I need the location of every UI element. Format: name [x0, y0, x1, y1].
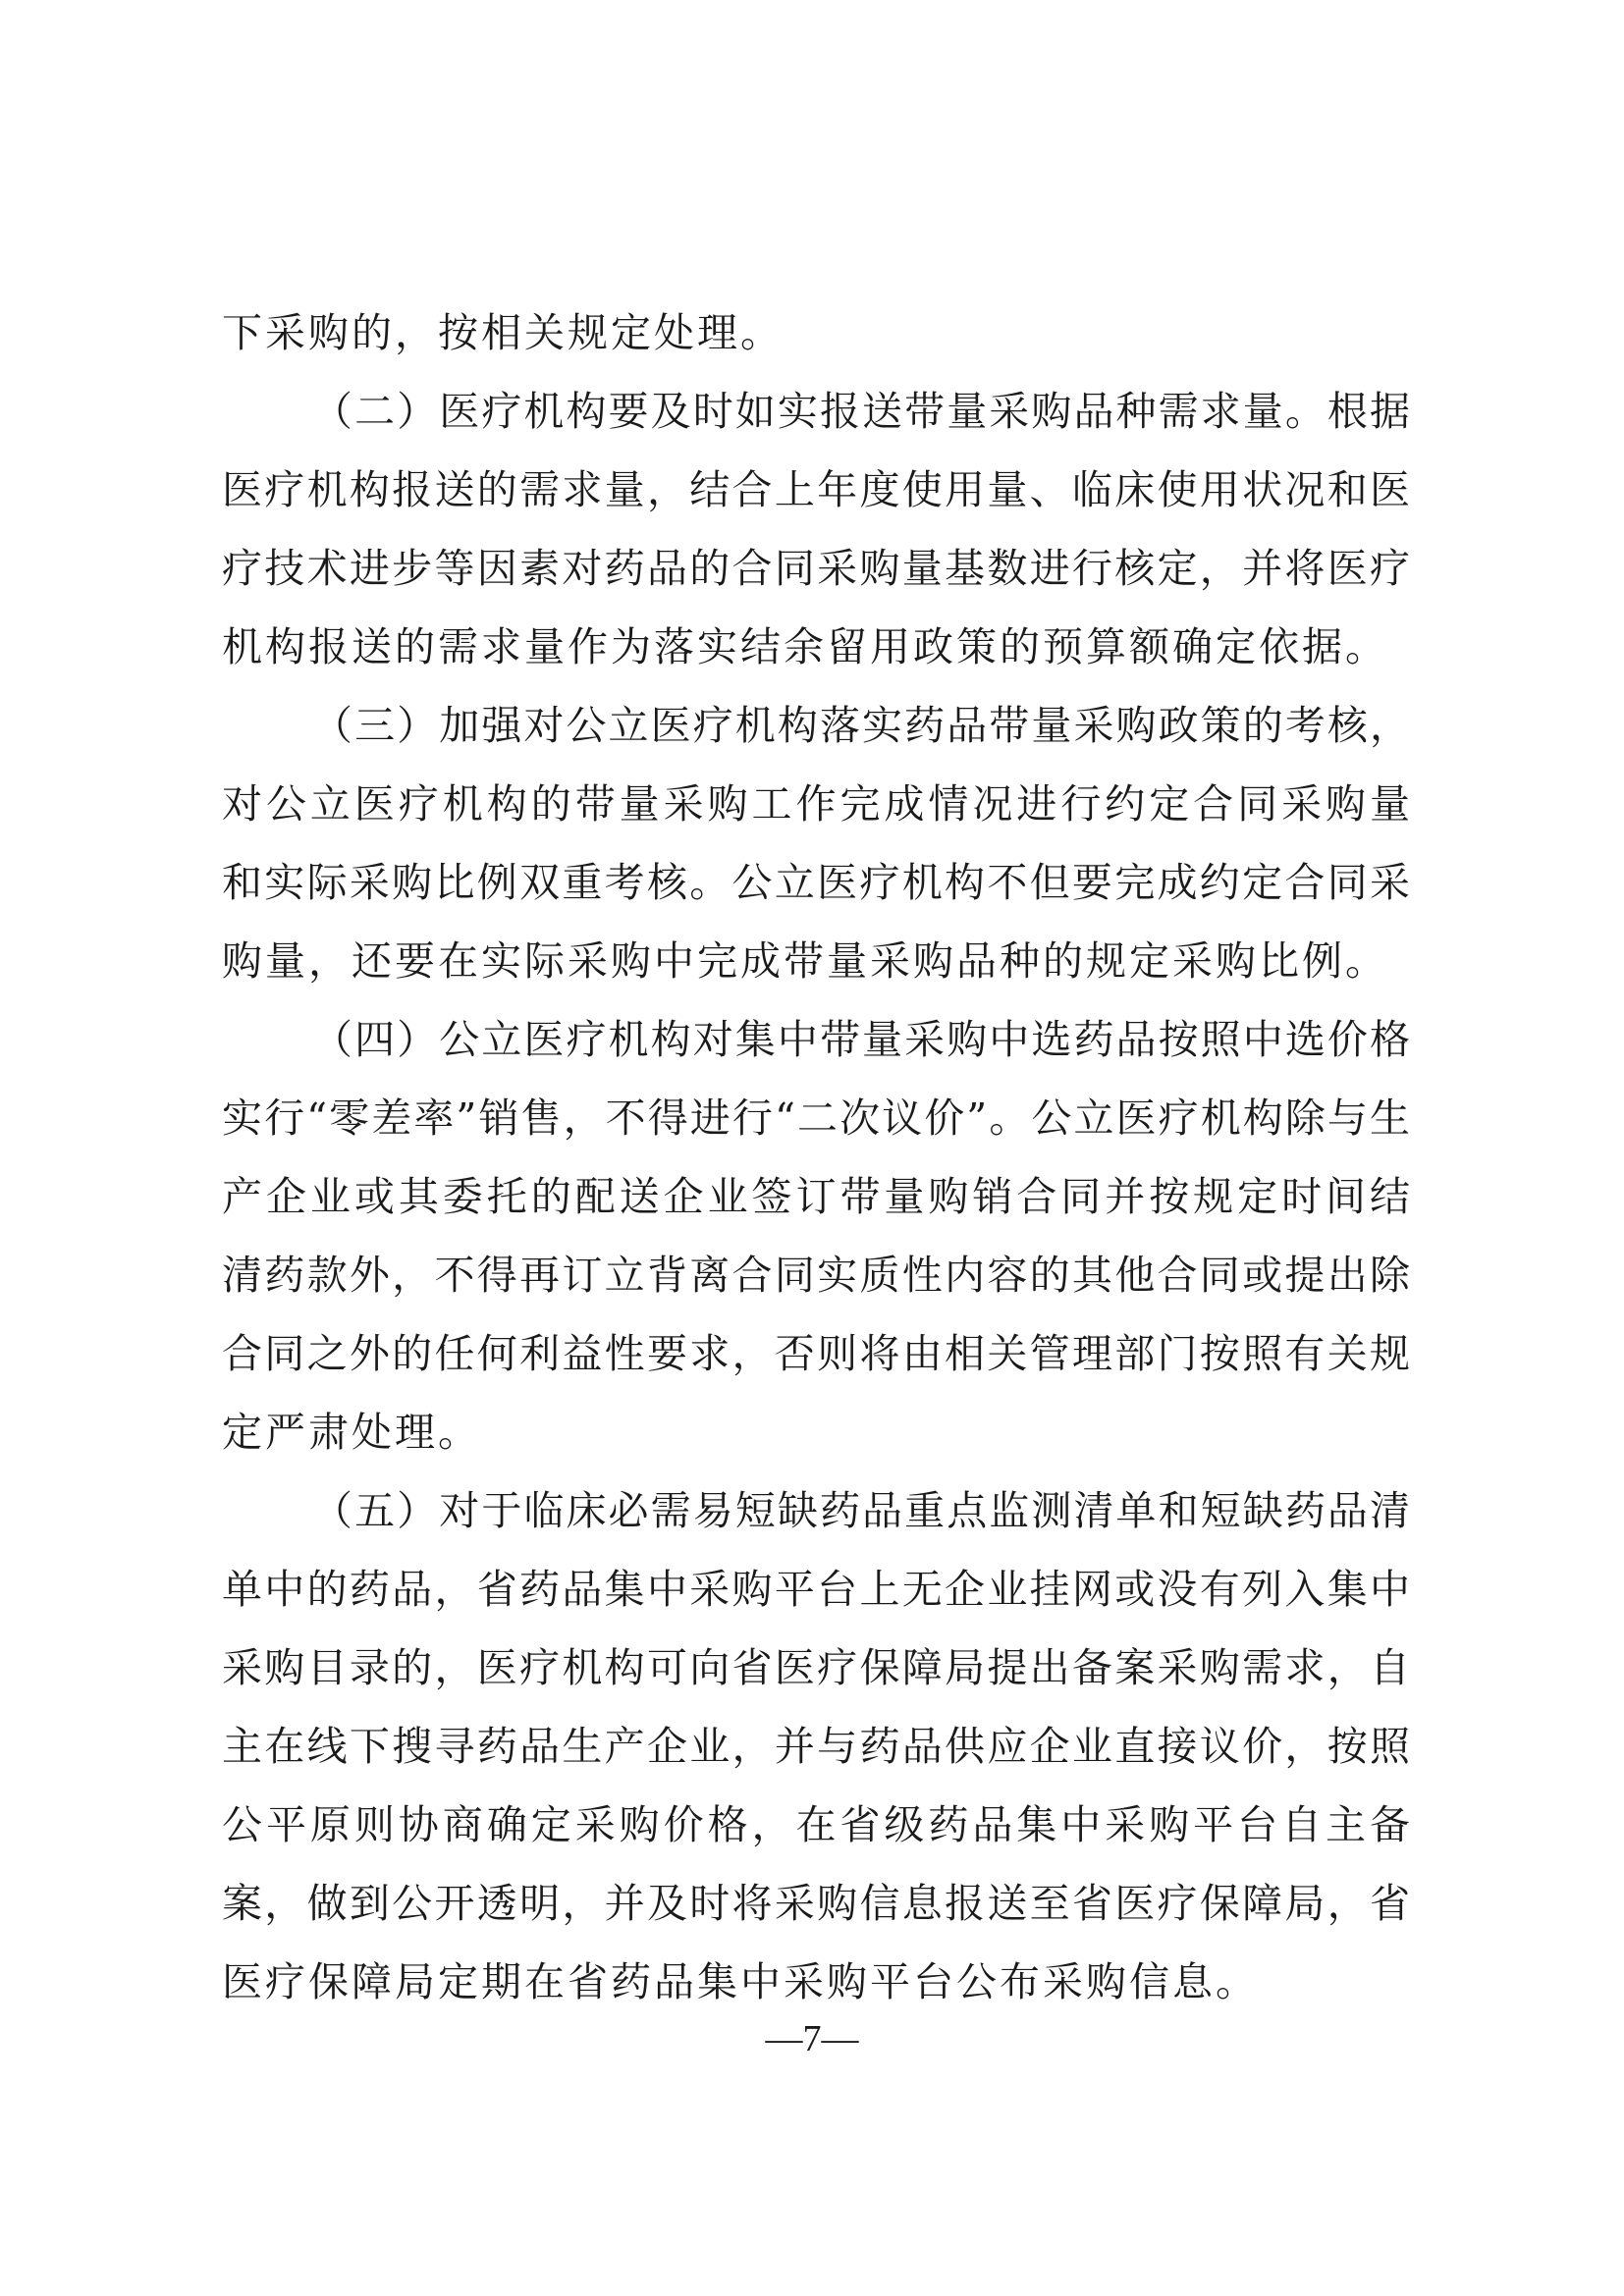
- text-line: 疗技术进步等因素对药品的合同采购量基数进行核定，并将医疗: [222, 545, 1410, 592]
- text-line: 主在线下搜寻药品生产企业，并与药品供应企业直接议价，按照: [222, 1723, 1410, 1770]
- text-line: 产企业或其委托的配送企业签订带量购销合同并按规定时间结: [222, 1173, 1410, 1220]
- page-number: —7—: [765, 2018, 859, 2059]
- text-line: 案，做到公开透明，并及时将采购信息报送至省医疗保障局，省: [222, 1880, 1410, 1927]
- text-line: 机构报送的需求量作为落实结余留用政策的预算额确定依据。: [222, 623, 1388, 670]
- text-line: 购量，还要在实际采购中完成带量采购品种的规定采购比例。: [222, 937, 1388, 985]
- text-line: 公平原则协商确定采购价格，在省级药品集中采购平台自主备: [222, 1801, 1410, 1848]
- paragraph-heading-line: （三）加强对公立医疗机构落实药品带量采购政策的考核，: [312, 702, 1410, 749]
- text-line: 实行“零差率”销售，不得进行“二次议价”。公立医疗机构除与生: [222, 1095, 1410, 1142]
- paragraph-heading-line: （四）公立医疗机构对集中带量采购中选药品按照中选价格: [312, 1016, 1410, 1063]
- text-line: 医疗机构报送的需求量，结合上年度使用量、临床使用状况和医: [222, 466, 1410, 513]
- text-line: 和实际采购比例双重考核。公立医疗机构不但要完成约定合同采: [222, 859, 1410, 906]
- text-line: 合同之外的任何利益性要求，否则将由相关管理部门按照有关规: [222, 1330, 1410, 1377]
- text-line: 医疗保障局定期在省药品集中采购平台公布采购信息。: [222, 1958, 1259, 2005]
- paragraph-heading-line: （二）医疗机构要及时如实报送带量采购品种需求量。根据: [312, 388, 1410, 435]
- paragraph-heading-line: （五）对于临床必需易短缺药品重点监测清单和短缺药品清: [312, 1487, 1410, 1534]
- text-line: 采购目录的，医疗机构可向省医疗保障局提出备案采购需求，自: [222, 1644, 1410, 1691]
- text-line: 下采购的，按相关规定处理。: [222, 309, 784, 356]
- text-line: 清药款外，不得再订立背离合同实质性内容的其他合同或提出除: [222, 1252, 1410, 1299]
- text-line: 对公立医疗机构的带量采购工作完成情况进行约定合同采购量: [222, 780, 1410, 828]
- text-line: 单中的药品，省药品集中采购平台上无企业挂网或没有列入集中: [222, 1566, 1410, 1613]
- text-line: 定严肃处理。: [222, 1409, 481, 1456]
